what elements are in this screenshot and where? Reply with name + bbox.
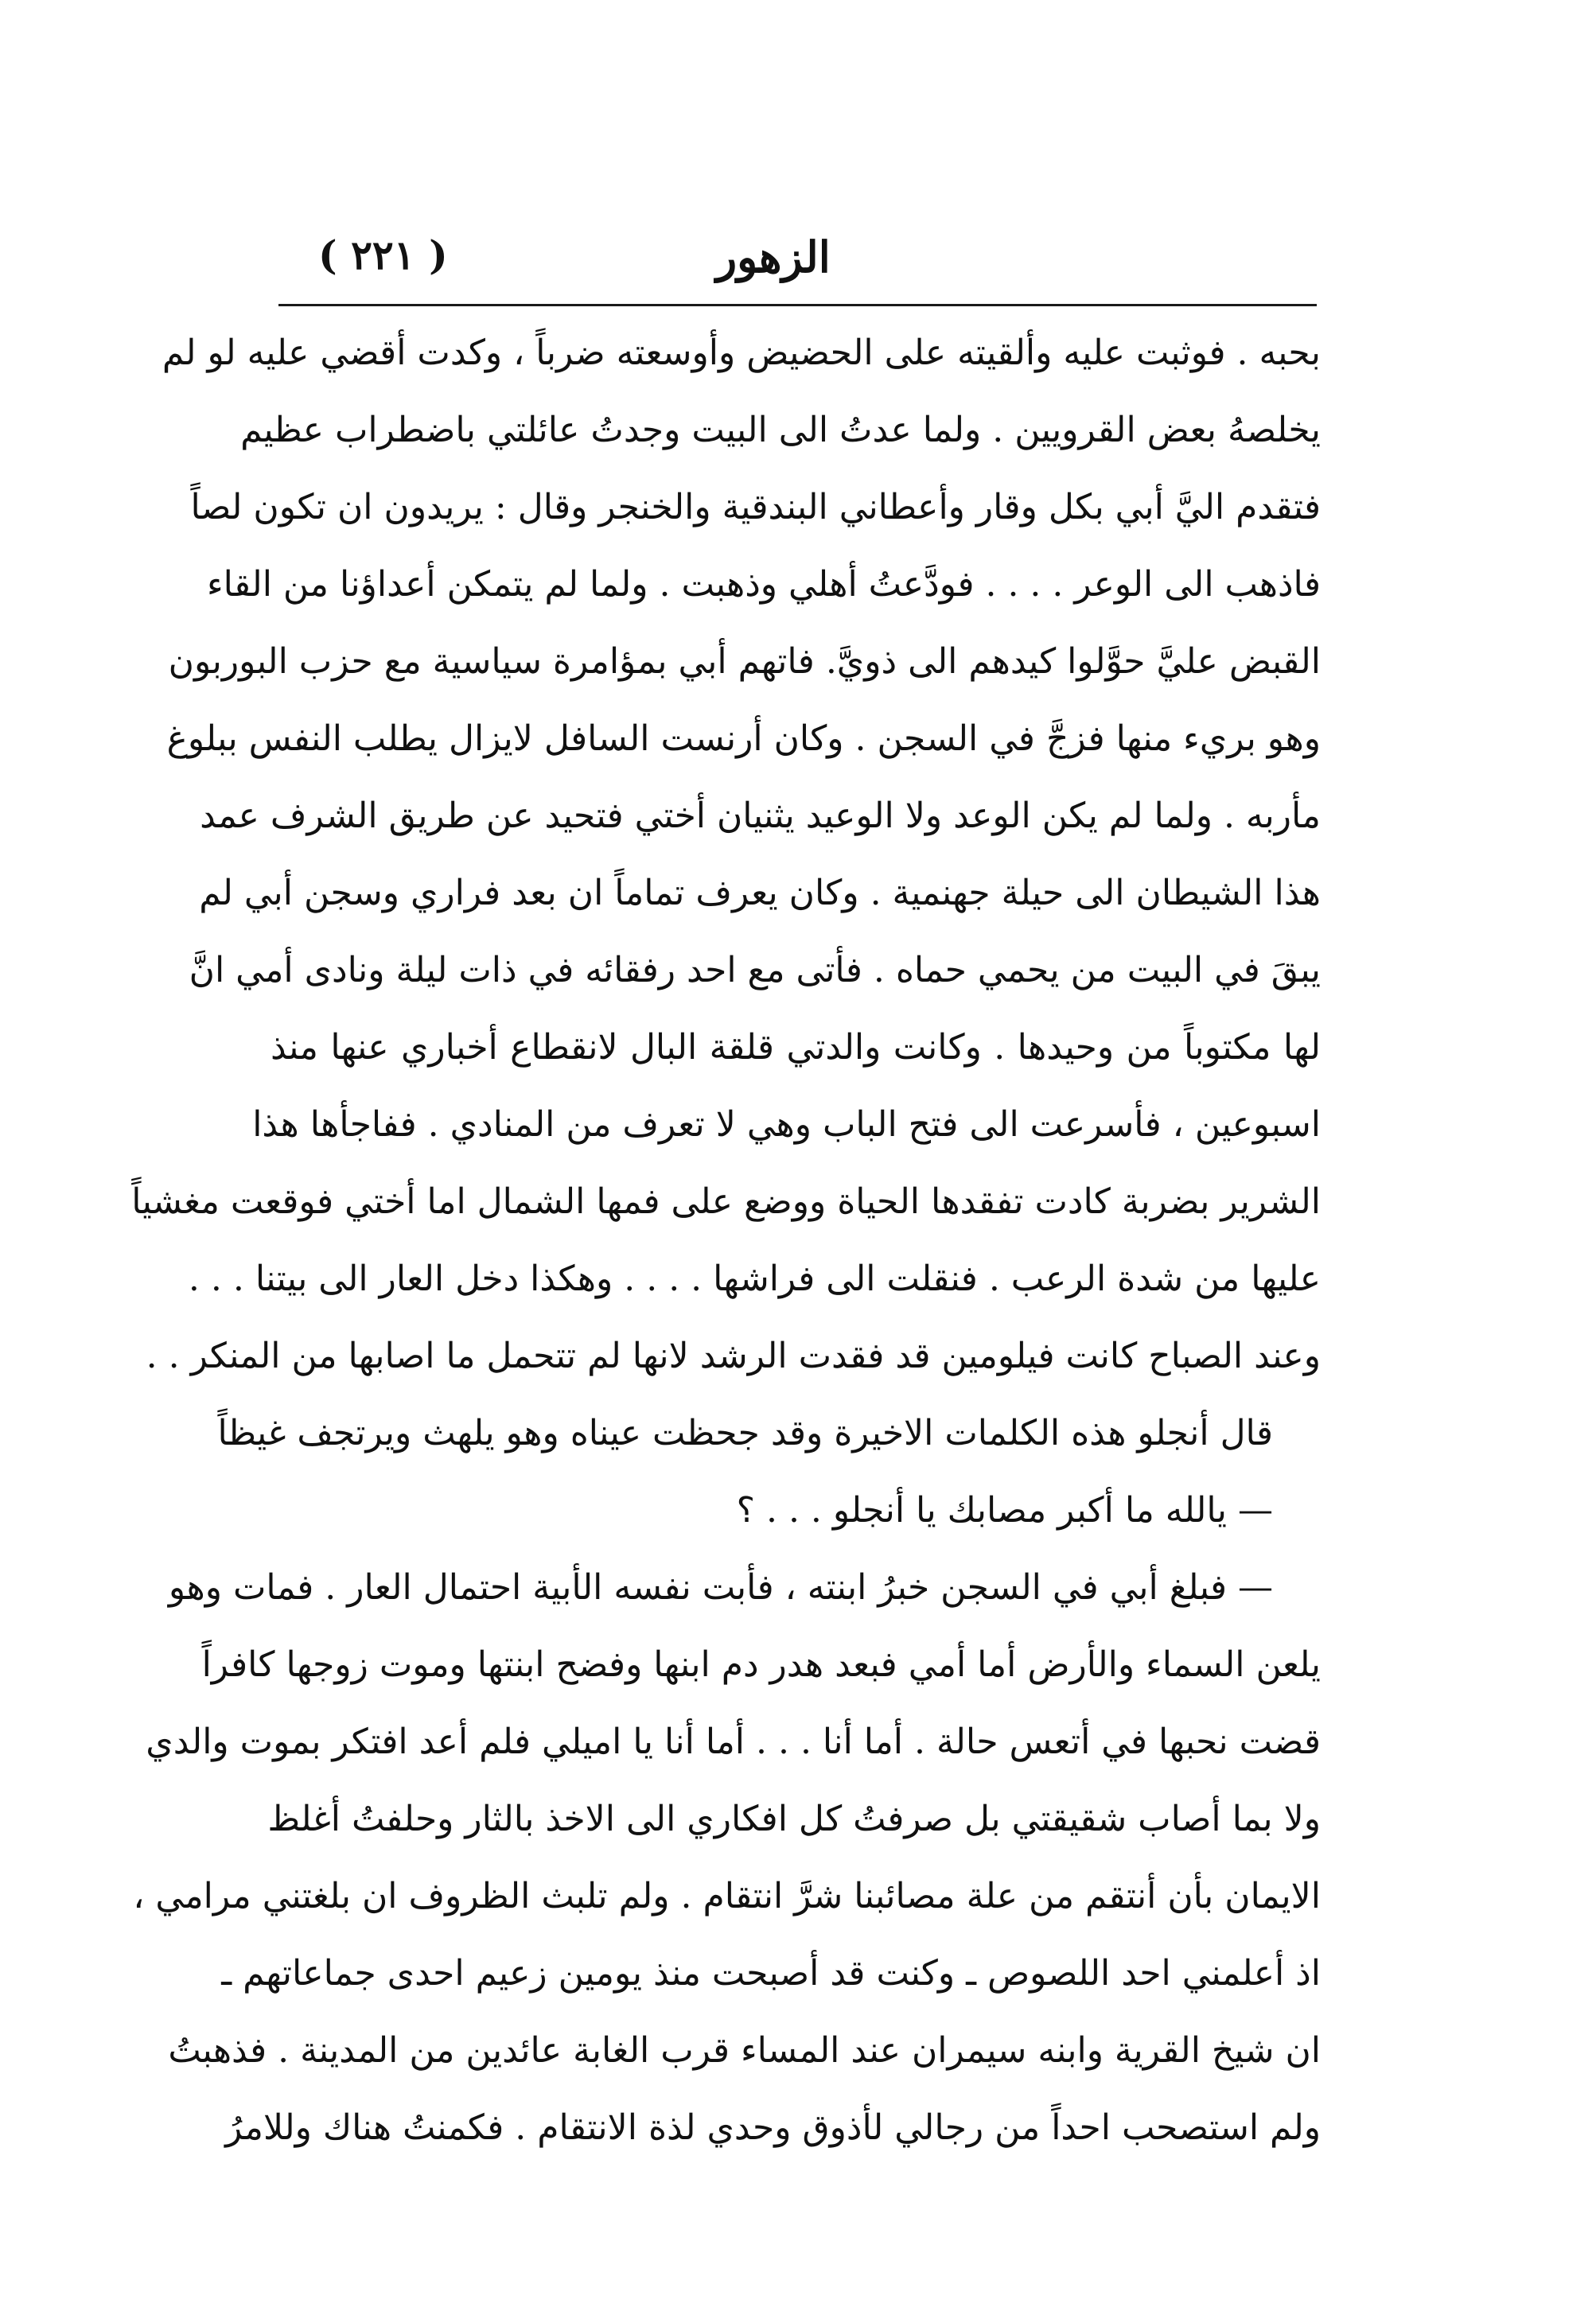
text-line: ولا بما أصاب شقيقتي بل صرفتُ كل افكاري الى الاخذ بالثار وحلفتُ أغلظ <box>267 1799 1321 1839</box>
text-line: وعند الصباح كانت فيلومين قد فقدت الرشد لانها لم تتحمل ما اصابها من المنكر . . <box>146 1336 1321 1376</box>
text-line: لها مكتوباً من وحيدها . وكانت والدتي قلقة البال لانقطاع أخباري عنها منذ <box>271 1027 1321 1068</box>
text-line: فاذهب الى الوعر . . . . فودَّعتُ أهلي وذهبت . ولما لم يتمكن أعداؤنا من القاء <box>206 564 1321 605</box>
book-title: الزهور <box>716 231 831 282</box>
text-line: مأربه . ولما لم يكن الوعد ولا الوعيد يثنيان أختي فتحيد عن طريق الشرف عمد <box>200 796 1321 836</box>
text-line: فتقدم اليَّ أبي بكل وقار وأعطاني البندقية والخنجر وقال : يريدون ان تكون لصاً <box>190 487 1321 527</box>
text-line: اذ أعلمني احد اللصوص ـ وكنت قد أصبحت منذ يومين زعيم احدى جماعاتهم ـ <box>221 1953 1321 1994</box>
text-line: ولم استصحب احداً من رجالي لأذوق وحدي لذة الانتقام . فكمنتُ هناك وللامرُ <box>225 2107 1321 2148</box>
text-line: الايمان بأن أنتقم من علة مصائبنا شرَّ انتقام . ولم تلبث الظروف ان بلغتني مرامي ، <box>133 1876 1321 1916</box>
text-line: يبقَ في البيت من يحمي حماه . فأتى مع احد رفقائه في ذات ليلة ونادى أمي انَّ <box>189 950 1321 990</box>
text-line: عليها من شدة الرعب . فنقلت الى فراشها . . . . وهكذا دخل العار الى بيتنا . . . <box>188 1259 1321 1299</box>
header-rule <box>278 304 1317 306</box>
text-line: قال أنجلو هذه الكلمات الاخيرة وقد جحظت عيناه وهو يلهث ويرتجف غيظاً <box>217 1413 1273 1453</box>
text-line: اسبوعين ، فأسرعت الى فتح الباب وهي لا تعرف من المنادي . ففاجأها هذا <box>252 1104 1321 1145</box>
text-line: الشرير بضربة كادت تفقدها الحياة ووضع على فمها الشمال اما أختي فوقعت مغشياً <box>131 1181 1321 1222</box>
text-line: يلعن السماء والأرض أما أمي فبعد هدر دم ابنها وفضح ابنتها وموت زوجها كافراً <box>201 1644 1321 1685</box>
text-line: — يالله ما أكبر مصابك يا أنجلو . . . ؟ <box>736 1490 1273 1531</box>
text-line: ان شيخ القرية وابنه سيمران عند المساء قرب الغابة عائدين من المدينة . فذهبتُ <box>168 2030 1321 2071</box>
text-line: القبض عليَّ حوَّلوا كيدهم الى ذويَّ. فاتهم أبي بمؤامرة سياسية مع حزب البوربون <box>168 641 1321 682</box>
text-line: بحبه . فوثبت عليه وألقيته على الحضيض وأوسعته ضرباً ، وكدت أقضي عليه لو لم <box>162 333 1321 373</box>
text-line: — فبلغ أبي في السجن خبرُ ابنته ، فأبت نفسه الأبية احتمال العار . فمات وهو <box>168 1567 1273 1608</box>
text-line: يخلصهُ بعض القرويين . ولما عدتُ الى البيت وجدتُ عائلتي باضطراب عظيم <box>240 410 1321 450</box>
text-line: قضت نحبها في أتعس حالة . أما أنا . . . أما أنا يا اميلي فلم أعد افتكر بموت والدي <box>146 1722 1321 1762</box>
body-text <box>131 314 1321 2166</box>
text-line: هذا الشيطان الى حيلة جهنمية . وكان يعرف تماماً ان بعد فراري وسجن أبي لم <box>199 873 1321 913</box>
text-line: وهو بريء منها فزجَّ في السجن . وكان أرنست السافل لايزال يطلب النفس ببلوغ <box>166 718 1321 759</box>
running-head <box>271 227 1337 298</box>
page-number: ( ٢٢١ ) <box>318 231 448 278</box>
